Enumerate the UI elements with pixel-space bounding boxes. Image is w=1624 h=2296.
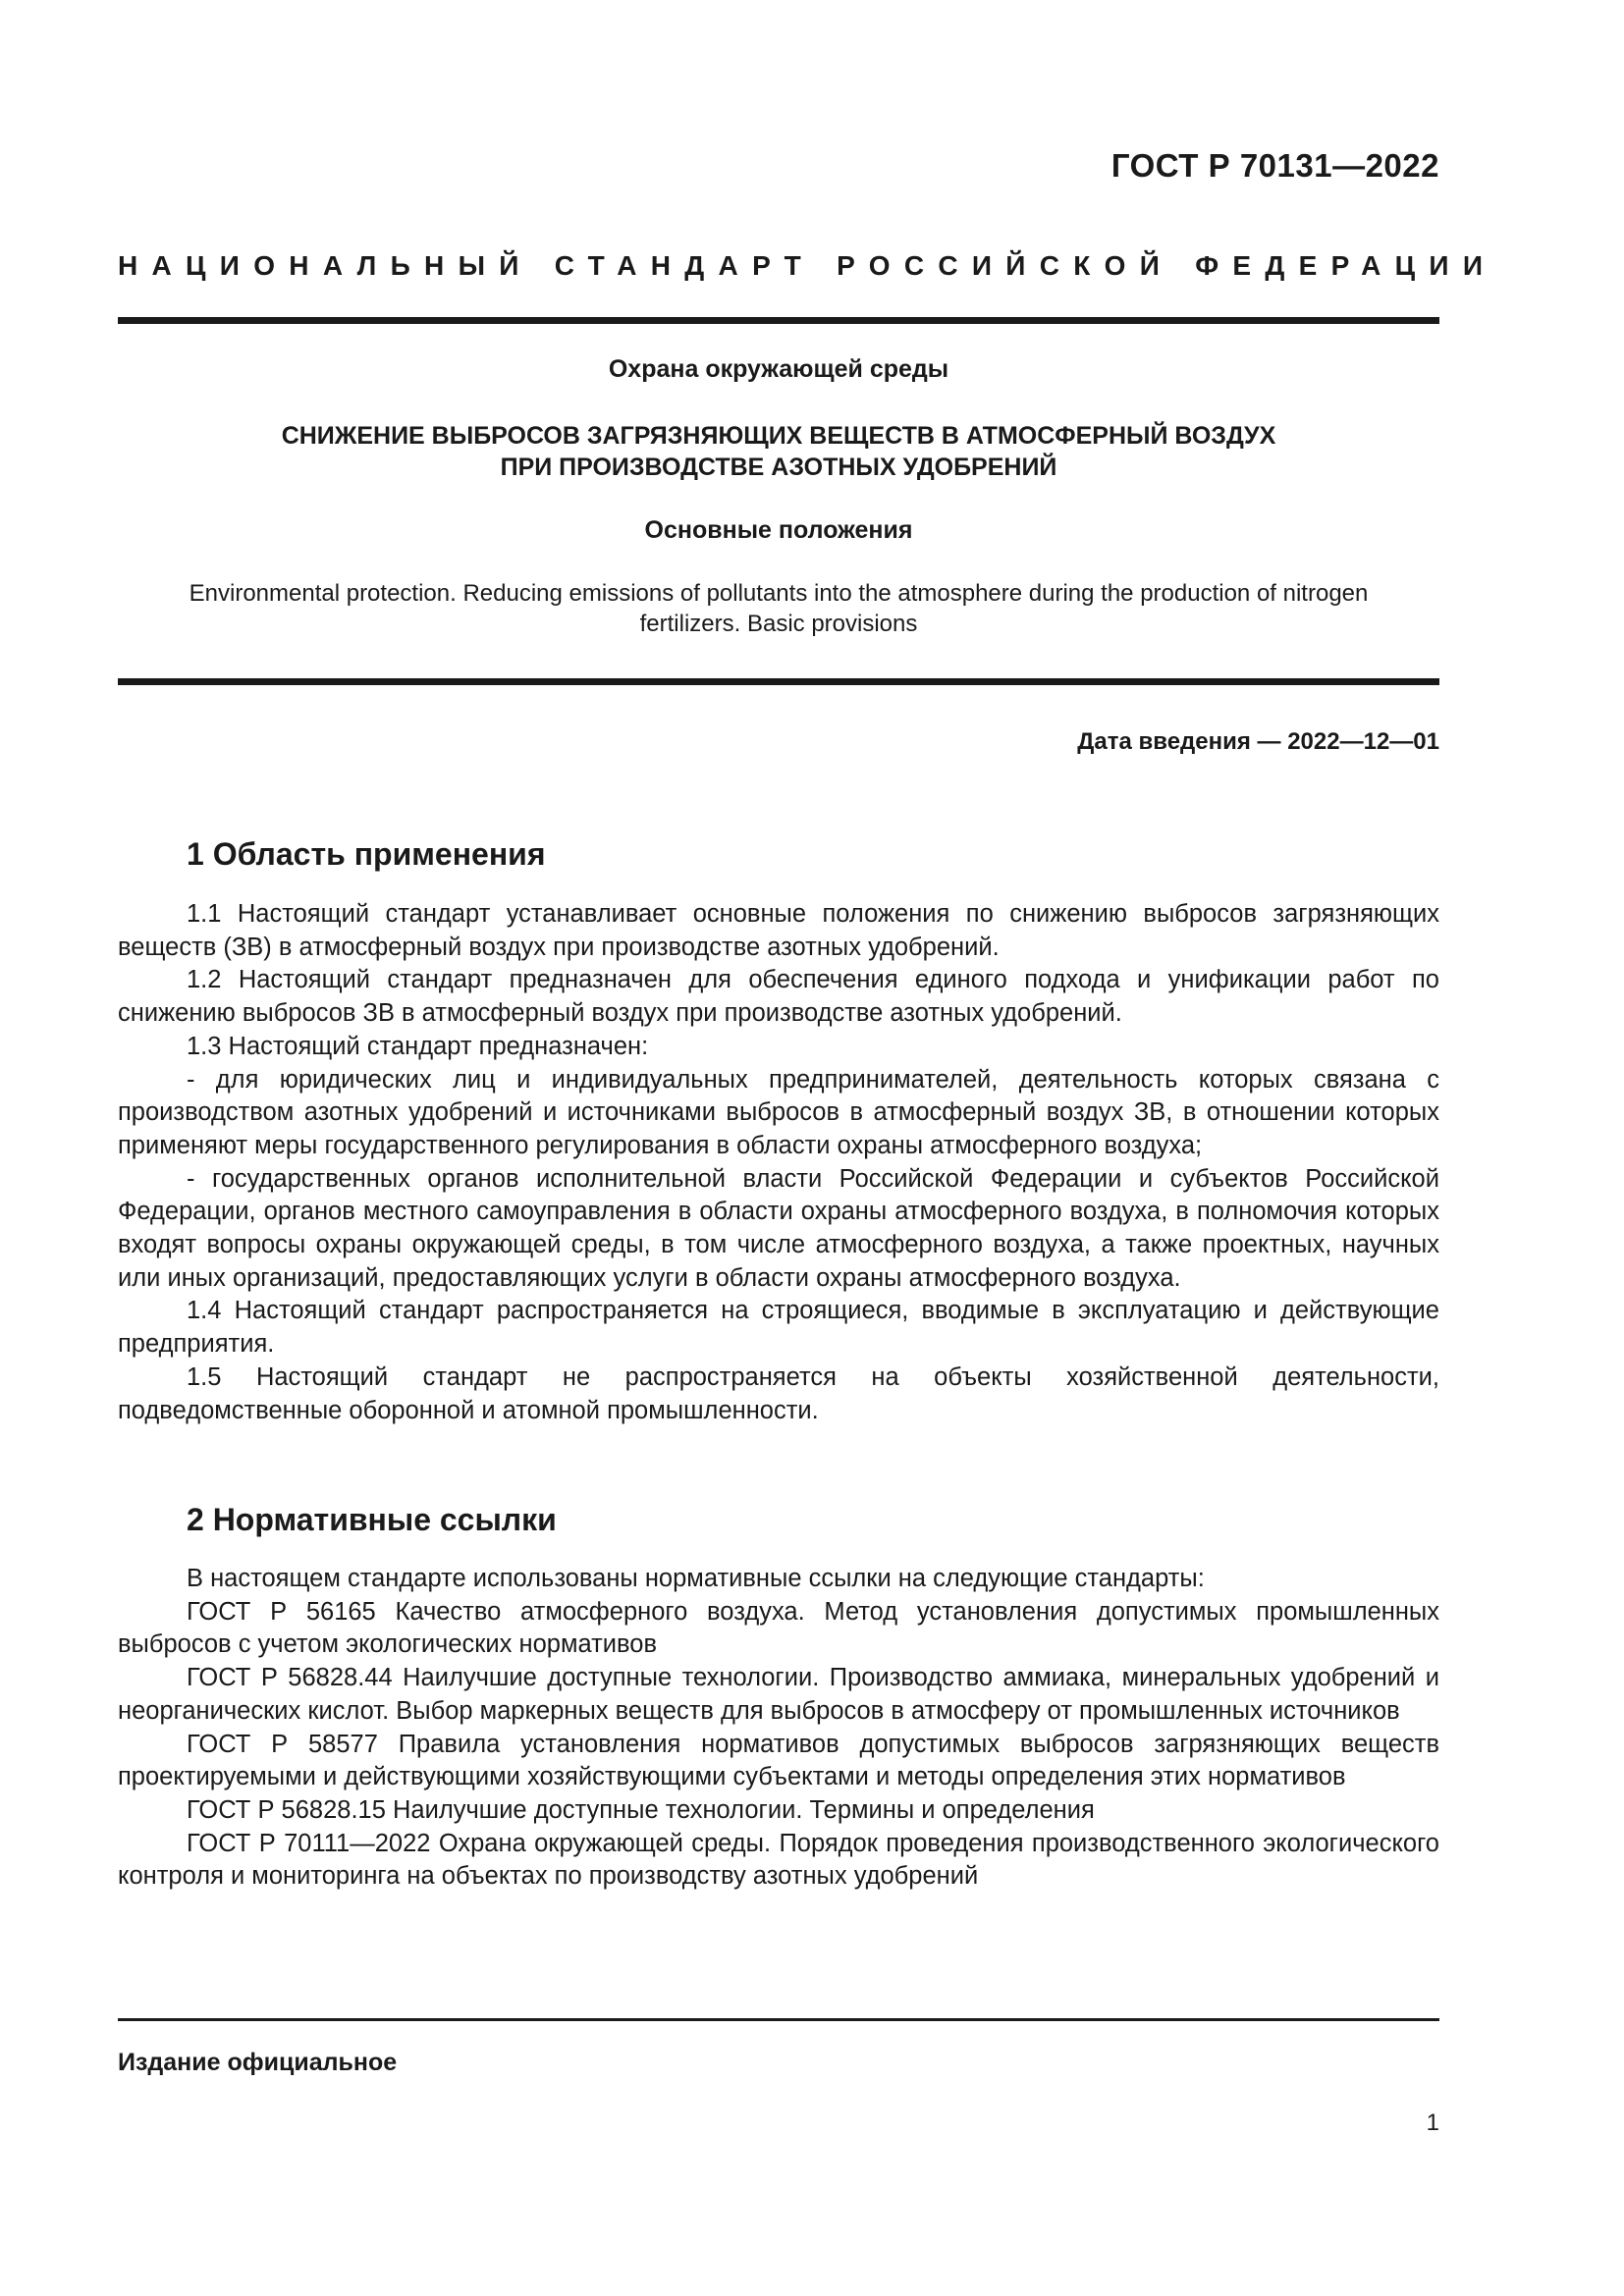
introduction-date: Дата введения — 2022—12—01 [1077, 728, 1439, 755]
reference-item: ГОСТ Р 58577 Правила установления нормативов допустимых выбросов загрязняющих веществ проектируемыми и действующими хозяйствующими субъектами и методы определения этих нормативов [118, 1730, 1439, 1791]
national-standard-banner: НАЦИОНАЛЬНЫЙ СТАНДАРТ РОССИЙСКОЙ ФЕДЕРАЦИИ [118, 250, 1497, 281]
standard-title-line1: СНИЖЕНИЕ ВЫБРОСОВ ЗАГРЯЗНЯЮЩИХ ВЕЩЕСТВ В АТМОСФЕРНЫЙ ВОЗДУХ [281, 422, 1276, 450]
paragraph-1-3-item-1: - для юридических лиц и индивидуальных предпринимателей, деятельность которых связана с производством азотных удобрений и источниками выбросов в атмосферный воздух ЗВ, в отношении которых применяют меры государственного регулирования в области охраны атмосферного воздуха; [118, 1065, 1439, 1159]
standard-title-line2: ПРИ ПРОИЗВОДСТВЕ АЗОТНЫХ УДОБРЕНИЙ [500, 454, 1057, 481]
section1-body [118, 898, 1439, 1427]
section1-heading: 1 Область применения [187, 836, 546, 872]
reference-item: ГОСТ Р 70111—2022 Охрана окружающей среды. Порядок проведения производственного экологического контроля и мониторинга на объектах по производству азотных удобрений [118, 1829, 1439, 1891]
standard-subtitle: Основные положения [644, 516, 913, 544]
standard-title [118, 420, 1439, 483]
paragraph-1-1: 1.1 Настоящий стандарт устанавливает основные положения по снижению выбросов загрязняющих веществ (ЗВ) в атмосферный воздух при производстве азотных удобрений. [118, 900, 1439, 961]
english-title [118, 578, 1439, 639]
reference-item: ГОСТ Р 56828.15 Наилучшие доступные технологии. Термины и определения [187, 1795, 1095, 1824]
page-number: 1 [1426, 2109, 1439, 2136]
document-page [118, 0, 1497, 2296]
english-title-line2: fertilizers. Basic provisions [639, 611, 918, 637]
paragraph-1-3-item-2: - государственных органов исполнительной власти Российской Федерации и субъектов Российской Федерации, органов местного самоуправления в области охраны атмосферного воздуха, в полномочия которых входят вопросы охраны окружающей среды, в том числе атмосферного воздуха, а также проектных, научных или иных организаций, предоставляющих услуги в области охраны атмосферного воздуха. [118, 1164, 1439, 1292]
standard-section: Охрана окружающей среды [608, 355, 949, 383]
reference-item: ГОСТ Р 56165 Качество атмосферного воздуха. Метод установления допустимых промышленных выбросов с учетом экологических нормативов [118, 1597, 1439, 1659]
section2-heading: 2 Нормативные ссылки [187, 1502, 557, 1537]
section2-body [118, 1563, 1439, 1894]
top-rule [118, 317, 1439, 324]
paragraph-1-2: 1.2 Настоящий стандарт предназначен для обеспечения единого подхода и унификации работ по снижению выбросов ЗВ в атмосферный воздух при производстве азотных удобрений. [118, 966, 1439, 1028]
reference-item: ГОСТ Р 56828.44 Наилучшие доступные технологии. Производство аммиака, минеральных удобрений и неорганических кислот. Выбор маркерных веществ для выбросов в атмосферу от промышленных источников [118, 1664, 1439, 1725]
footer-rule [118, 2018, 1439, 2021]
paragraph-1-3: 1.3 Настоящий стандарт предназначен: [187, 1032, 649, 1060]
english-title-line1: Environmental protection. Reducing emissions of pollutants into the atmosphere during the production of nitrogen [189, 580, 1369, 607]
paragraph-1-5: 1.5 Настоящий стандарт не распространяется на объекты хозяйственной деятельности, подведомственные оборонной и атомной промышленности. [118, 1362, 1439, 1424]
gost-code: ГОСТ Р 70131—2022 [1110, 147, 1439, 184]
title-rule [118, 678, 1439, 685]
official-edition-label: Издание официальное [118, 2049, 398, 2076]
references-intro: В настоящем стандарте использованы нормативные ссылки на следующие стандарты: [187, 1565, 1205, 1592]
paragraph-1-4: 1.4 Настоящий стандарт распространяется на строящиеся, вводимые в эксплуатацию и действующие предприятия. [118, 1297, 1439, 1359]
